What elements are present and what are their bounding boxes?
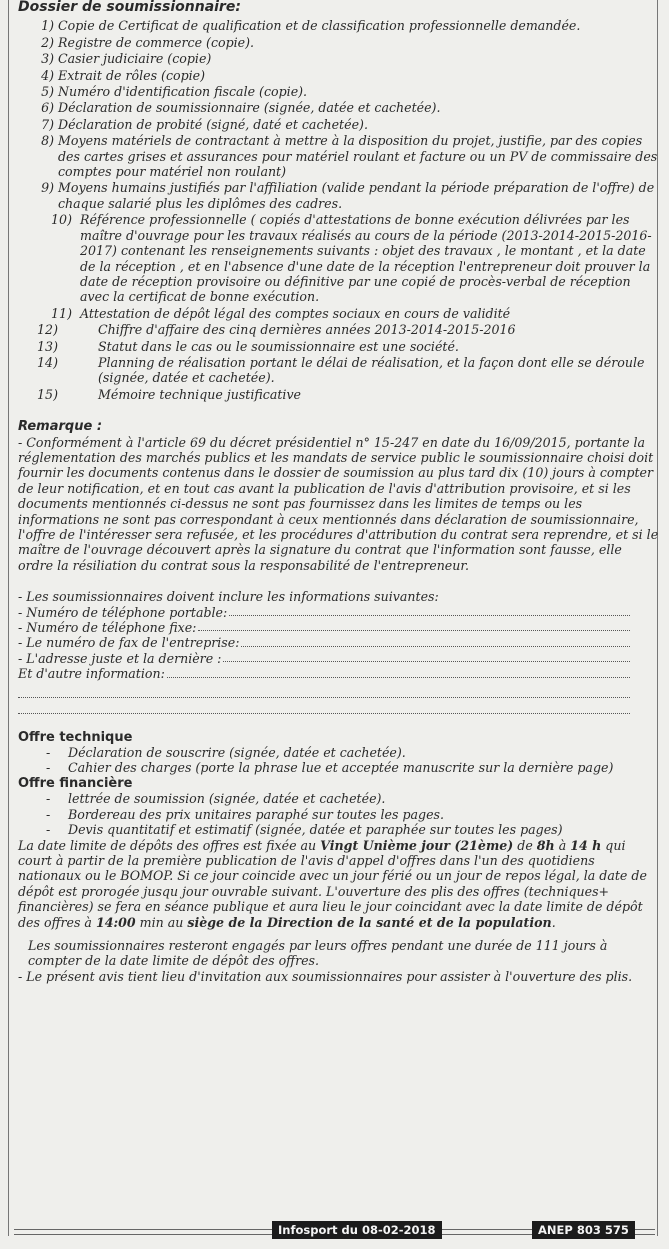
info-field-label: - Numéro de téléphone portable: bbox=[18, 604, 228, 620]
offre-financiere-title: Offre financière bbox=[18, 775, 133, 791]
item-text: Moyens humains justifiés par l'affiliation (valide pendant la période préparation de l'offre) de chaque salarié plus les diplômes des cadres. bbox=[58, 180, 655, 211]
dossier-list bbox=[18, 18, 660, 211]
list-item bbox=[18, 322, 660, 337]
deadline-paragraph: La date limite de dépôts des offres est fixée au Vingt Unième jour (21ème) de 8h à 14 h qui court à partir de la première publication de l'avis d'appel d'offres dans l'un des quotidiens nationaux ou le BOMOP. Si ce jour coincide avec un jour férié ou un jour de repos légal, la date de dépôt est prorogée jusqu jour ouvrable suivant. L'ouverture des plis des offres (techniques+ financières) se fera en séance publique et aura lieu le jour coincidant avec la date limite de dépôt des offres à 14:00 min au siège de la Direction de la santé et de la population. bbox=[18, 837, 647, 930]
item-number: 1) bbox=[41, 18, 54, 34]
closing-invitation: - Le présent avis tient lieu d'invitation aux soumissionnaires pour assister à l'ouverture des plis. bbox=[18, 968, 633, 984]
bullet-item: - Bordereau des prix unitaires paraphé sur toutes les pages. bbox=[46, 806, 445, 822]
anep-badge: ANEP 803 575 bbox=[532, 1221, 635, 1239]
bullet-item: - Déclaration de souscrire (signée, datée et cachetée). bbox=[46, 745, 406, 761]
item-text: Registre de commerce (copie). bbox=[58, 34, 255, 50]
info-field-label: Et d'autre information: bbox=[18, 666, 165, 682]
list-item bbox=[18, 68, 660, 83]
info-field-line bbox=[18, 635, 660, 650]
item-number: 12) bbox=[37, 322, 58, 338]
bullet-item: - lettrée de soumission (signée, datée et cachetée). bbox=[46, 791, 386, 807]
list-item bbox=[18, 35, 660, 50]
item-text: Planning de réalisation portant le délai de réalisation, et la façon dont elle se déroule (signée, datée et cachetée). bbox=[98, 354, 645, 386]
info-fields bbox=[18, 605, 660, 682]
closing-engagement: Les soumissionnaires resteront engagés par leurs offres pendant une durée de 111 jours à compter de la date limite de dépôt des offres. bbox=[28, 937, 608, 969]
item-number: 8) bbox=[41, 133, 54, 149]
item-number: 14) bbox=[37, 354, 58, 370]
item-number: 10) bbox=[51, 212, 72, 228]
item-text: Statut dans le cas ou le soumissionnaire est une société. bbox=[98, 338, 459, 354]
item-number: 15) bbox=[37, 386, 58, 402]
dossier-list-final bbox=[18, 322, 660, 402]
item-number: 9) bbox=[41, 180, 54, 196]
section-title: Dossier de soumissionnaire: bbox=[18, 0, 241, 15]
item-text: Extrait de rôles (copie) bbox=[58, 67, 206, 83]
remarque-text: - Conformément à l'article 69 du décret présidentiel n° 15-247 en date du 16/09/2015, portante la réglementation des marchés publics et les mandats de service public le soumissionnaire choisi doit fournir les documents contenus dans le dossier de soumission au plus tard dix (10) jours à compter de leur notification, et en tout cas avant la publication de l'avis d'attribution provisoire, et si les documents mentionnés ci-dessus ne sont pas fournissez dans les limites de temps ou les informations ne sont pas correspondant à ceux mentionnés dans déclaration de soumissionnaire, l'offre de l'intéresser sera refusée, et les procédures d'attribution du contrat sera reprendre, et si le maître de l'ouvrage découvert après la signature du contrat que l'information sont fausse, elle ordre la résiliation du contrat sous la responsabilité de l'entrepreneur. bbox=[18, 434, 659, 573]
list-item bbox=[18, 387, 660, 402]
item-number: 4) bbox=[41, 67, 54, 83]
publication-badge: Infosport du 08-02-2018 bbox=[272, 1221, 442, 1239]
blank-line bbox=[18, 682, 630, 698]
list-item bbox=[18, 339, 660, 354]
item-number: 7) bbox=[41, 116, 54, 132]
info-field-label: - Numéro de téléphone fixe: bbox=[18, 620, 197, 636]
remarque-title: Remarque : bbox=[18, 419, 103, 435]
item-number: 6) bbox=[41, 100, 54, 116]
list-item bbox=[18, 355, 660, 386]
info-field-label: - L'adresse juste et la dernière : bbox=[18, 650, 222, 666]
list-item bbox=[18, 51, 660, 66]
item-number: 3) bbox=[41, 51, 54, 67]
info-field-line bbox=[18, 605, 660, 620]
bullet-text: Déclaration de souscrire (signée, datée et cachetée). bbox=[68, 745, 406, 761]
info-field-line bbox=[18, 651, 660, 666]
item-text: Moyens matériels de contractant à mettre à la disposition du projet, justifie, par des copies des cartes grises et assurances pour matériel roulant et facture ou un PV de commissaire des comptes pour matériel non roulant) bbox=[58, 133, 658, 180]
bullet-text: lettrée de soumission (signée, datée et cachetée). bbox=[68, 791, 386, 807]
info-field-label: - Le numéro de fax de l'entreprise: bbox=[18, 635, 240, 651]
offre-financiere-list bbox=[18, 791, 660, 837]
dossier-list-continued bbox=[18, 212, 660, 321]
list-item bbox=[18, 306, 660, 321]
list-item bbox=[18, 100, 660, 115]
bullet-item: - Cahier des charges (porte la phrase lue et acceptée manuscrite sur la dernière page) bbox=[46, 760, 614, 776]
list-item bbox=[18, 212, 660, 304]
item-text: Référence professionnelle ( copiés d'attestations de bonne exécution délivrées par les maître d'ouvrage pour les travaux réalisés au cours de la période (2013-2014-2015-2016-2017) contenant les renseignements suivants : objet des travaux , le montant , et la date de la réception , et en l'absence d'une date de la réception l'entrepreneur doit prouver la date de réception provisoire ou définitive par une copié de procès-verbal de réception avec la certificat de bonne exécution. bbox=[80, 212, 652, 305]
list-item bbox=[18, 180, 660, 211]
bullet-text: Cahier des charges (porte la phrase lue et acceptée manuscrite sur la dernière page) bbox=[68, 760, 614, 776]
item-text: Chiffre d'affaire des cinq dernières années 2013-2014-2015-2016 bbox=[98, 322, 516, 338]
item-text: Numéro d'identification fiscale (copie). bbox=[58, 84, 308, 100]
info-field-line bbox=[18, 620, 660, 635]
item-number: 2) bbox=[41, 34, 54, 50]
blank-line bbox=[18, 698, 630, 714]
list-item bbox=[18, 84, 660, 99]
item-text: Copie de Certificat de qualification et de classification professionnelle demandée. bbox=[58, 18, 581, 34]
item-text: Mémoire technique justificative bbox=[98, 386, 302, 402]
item-number: 5) bbox=[41, 84, 54, 100]
item-number: 13) bbox=[37, 338, 58, 354]
item-text: Déclaration de soumissionnaire (signée, datée et cachetée). bbox=[58, 100, 441, 116]
list-item bbox=[18, 117, 660, 132]
info-field-line bbox=[18, 666, 660, 681]
footer-bar bbox=[0, 1221, 669, 1249]
bullet-item: - Devis quantitatif et estimatif (signée, datée et paraphée sur toutes les pages) bbox=[46, 822, 563, 838]
list-item bbox=[18, 133, 660, 179]
list-item bbox=[18, 18, 660, 33]
item-text: Attestation de dépôt légal des comptes sociaux en cours de validité bbox=[80, 305, 511, 321]
item-number: 11) bbox=[51, 305, 72, 321]
item-text: Déclaration de probité (signé, daté et cachetée). bbox=[58, 116, 368, 132]
bullet-text: Devis quantitatif et estimatif (signée, datée et paraphée sur toutes les pages) bbox=[68, 822, 563, 838]
document-body bbox=[18, 0, 660, 984]
info-intro: - Les soumissionnaires doivent inclure les informations suivantes: bbox=[18, 589, 439, 605]
offre-technique-title: Offre technique bbox=[18, 729, 133, 745]
item-text: Casier judiciaire (copie) bbox=[58, 51, 212, 67]
offre-technique-list bbox=[18, 745, 660, 776]
bullet-text: Bordereau des prix unitaires paraphé sur toutes les pages. bbox=[68, 806, 445, 822]
